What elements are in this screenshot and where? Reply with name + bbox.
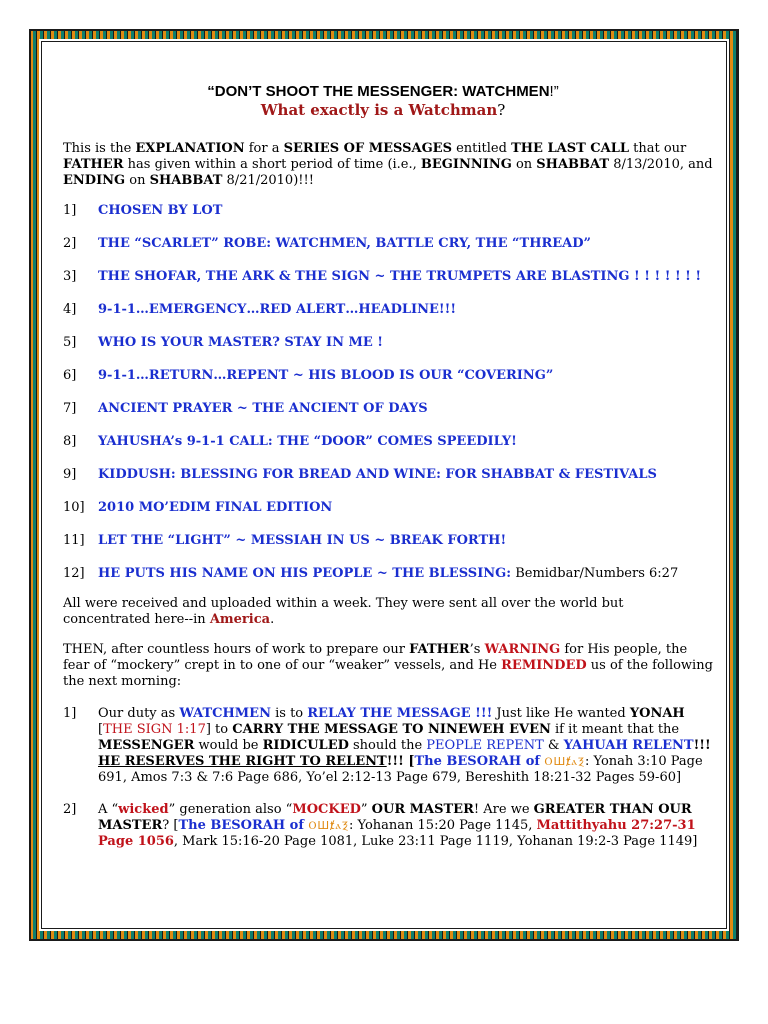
d2-t1: A “ <box>98 802 119 817</box>
duty-item-1 <box>63 706 713 786</box>
d1-t13: would be <box>194 738 263 753</box>
subtitle-text: What exactly is a Watchman <box>260 101 498 119</box>
message-list <box>63 203 713 582</box>
list-item <box>63 368 713 384</box>
d1-t2: WATCHMEN <box>179 706 271 721</box>
item-number: 5] <box>63 335 77 350</box>
intro-t17: 8/21/2010)!!! <box>222 173 314 188</box>
then-paragraph <box>63 642 713 690</box>
list-item <box>63 269 713 285</box>
item-title: THE SHOFAR, THE ARK & THE SIGN ~ THE TRUMPETS ARE BLASTING ! ! ! ! ! ! ! <box>98 269 702 284</box>
d2-t6: OUR MASTER <box>371 802 474 817</box>
item-number: 3] <box>63 269 77 284</box>
d1-t1: Our duty as <box>98 706 180 721</box>
list-item <box>63 533 713 549</box>
item-number: 12] <box>63 566 85 581</box>
item-number: 7] <box>63 401 77 416</box>
item-number: 8] <box>63 434 77 449</box>
duty-2-text <box>98 802 713 850</box>
d1-t3: is to <box>270 706 308 721</box>
duty-item-2 <box>63 802 713 850</box>
intro-t4: SERIES OF MESSAGES <box>283 141 452 156</box>
received-t3: . <box>270 612 275 627</box>
d1-t18: YAHUAH RELENT <box>563 738 694 753</box>
d1-t14: RIDICULED <box>262 738 349 753</box>
then-t5: for His people, the fear of “mockery” crept in to one of our “weaker” vessels, and He <box>63 642 688 673</box>
subtitle-question: ? <box>497 101 506 119</box>
item-number: 1] <box>63 706 77 721</box>
item-number: 9] <box>63 467 77 482</box>
list-item <box>63 236 713 252</box>
d1-t8: THE SIGN 1:17 <box>103 722 206 737</box>
item-reference: Bemidbar/Numbers 6:27 <box>511 566 679 581</box>
item-number: 1] <box>63 203 77 218</box>
then-t7: us of the following the next morning: <box>63 658 713 689</box>
d1-t24: : Yonah 3:10 Page 691, Amos 7:3 & 7:6 Page 686, Yo’el 2:12-13 Page 679, Bereshith 18:21-32 Pages 59-60] <box>98 754 703 785</box>
item-title: ANCIENT PRAYER ~ THE ANCIENT OF DAYS <box>98 401 428 416</box>
then-t4: WARNING <box>484 642 561 657</box>
intro-t7: that our <box>629 141 687 156</box>
title-line1: “DON’T SHOOT THE MESSENGER: WATCHMEN <box>207 83 550 100</box>
intro-t8: FATHER <box>63 157 124 172</box>
intro-t1: This is the <box>63 141 136 156</box>
d2-t14: , Mark 15:16-20 Page 1081, Luke 23:11 Page 1119, Yohanan 19:2-3 Page 1149] <box>173 834 698 849</box>
intro-t13: 8/13/2010, and <box>609 157 713 172</box>
page-subtitle <box>53 102 713 118</box>
d1-t22: The BESORAH of <box>414 754 540 769</box>
d1-t21: !!! [ <box>386 754 415 769</box>
intro-t6: THE LAST CALL <box>511 141 629 156</box>
item-title: YAHUSHA’s 9-1-1 CALL: THE “DOOR” COMES SPEEDILY! <box>98 434 517 449</box>
intro-paragraph <box>63 141 713 189</box>
item-number: 10] <box>63 500 85 515</box>
then-t1: THEN, after countless hours of work to prepare our <box>63 642 410 657</box>
d1-t4: RELAY THE MESSAGE !!! <box>307 706 493 721</box>
d2-t9: ? [ <box>162 818 179 833</box>
d1-t10: CARRY THE MESSAGE TO NINEWEH EVEN <box>232 722 551 737</box>
list-item <box>63 467 713 483</box>
item-title: KIDDUSH: BLESSING FOR BREAD AND WINE: FOR SHABBAT & FESTIVALS <box>98 467 657 482</box>
item-number: 4] <box>63 302 77 317</box>
item-title: 9-1-1…RETURN…REPENT ~ HIS BLOOD IS OUR “COVERING” <box>98 368 554 383</box>
title-line1-end: !” <box>549 83 559 100</box>
duty-1-text <box>98 706 713 786</box>
then-t2: FATHER <box>409 642 470 657</box>
d2-t13: Mattithyahu 27:27-31 Page 1056 <box>98 818 696 849</box>
then-t3: ’s <box>469 642 485 657</box>
list-item <box>63 500 713 516</box>
d1-t12: MESSENGER <box>98 738 195 753</box>
item-title: 9-1-1…EMERGENCY…RED ALERT…HEADLINE!!! <box>98 302 457 317</box>
d2-t7: ! Are we <box>473 802 534 817</box>
d1-t9: ] to <box>205 722 233 737</box>
intro-t9: has given within a short period of time (i.e., <box>123 157 421 172</box>
item-title: WHO IS YOUR MASTER? STAY IN ME ! <box>98 335 384 350</box>
item-number: 11] <box>63 533 85 548</box>
document-body <box>63 84 713 866</box>
list-item <box>63 401 713 417</box>
d1-t7: [ <box>98 722 104 737</box>
d2-t5: ” <box>360 802 372 817</box>
d2-t3: ” generation also “ <box>168 802 293 817</box>
list-item <box>63 203 713 219</box>
received-t2: America <box>209 612 271 627</box>
item-number: 6] <box>63 368 77 383</box>
intro-t3: for a <box>244 141 284 156</box>
item-number: 2] <box>63 802 77 817</box>
intro-t2: EXPLANATION <box>135 141 245 156</box>
item-number: 2] <box>63 236 77 251</box>
intro-t10: BEGINNING <box>420 157 512 172</box>
received-t1: All were received and uploaded within a week. They were sent all over the world but concentrated here--in <box>63 596 624 627</box>
d1-t16: PEOPLE REPENT <box>426 738 544 753</box>
then-t6: REMINDED <box>501 658 587 673</box>
item-title: CHOSEN BY LOT <box>98 203 223 218</box>
intro-t12: SHABBAT <box>536 157 610 172</box>
list-item <box>63 302 713 318</box>
item-title: HE PUTS HIS NAME ON HIS PEOPLE ~ THE BLESSING: <box>98 566 512 581</box>
item-title: THE “SCARLET” ROBE: WATCHMEN, BATTLE CRY, THE “THREAD” <box>98 236 592 251</box>
d1-t11: if it meant that the <box>550 722 680 737</box>
item-title: 2010 MO’EDIM FINAL EDITION <box>98 500 333 515</box>
intro-t15: on <box>125 173 150 188</box>
intro-t16: SHABBAT <box>149 173 223 188</box>
d1-t15: should the <box>348 738 427 753</box>
d2-t10: The BESORAH of <box>178 818 304 833</box>
d1-t17: & <box>543 738 564 753</box>
item-title: LET THE “LIGHT” ~ MESSIAH IN US ~ BREAK FORTH! <box>98 533 507 548</box>
hebrew-name-glyphs: ⲞШⱦⲁⲜ <box>539 755 586 768</box>
d1-t6: YONAH <box>629 706 685 721</box>
list-item <box>63 434 713 450</box>
d2-t12: : Yohanan 15:20 Page 1145, <box>348 818 537 833</box>
d1-t20: HE RESERVES THE RIGHT TO RELENT <box>98 754 387 769</box>
intro-t14: ENDING <box>63 173 126 188</box>
intro-t11: on <box>511 157 537 172</box>
list-item <box>63 566 713 582</box>
d2-t4: MOCKED <box>292 802 361 817</box>
d2-t2: wicked <box>118 802 169 817</box>
intro-t5: entitled <box>451 141 512 156</box>
d1-t19: !!! <box>693 738 711 753</box>
d1-t5: Just like He wanted <box>492 706 630 721</box>
d2-t8: GREATER THAN OUR MASTER <box>98 802 692 833</box>
list-item <box>63 335 713 351</box>
page-title <box>53 84 713 100</box>
received-paragraph <box>63 596 713 628</box>
hebrew-name-glyphs: ⲞШⱦⲁⲜ <box>303 819 349 832</box>
